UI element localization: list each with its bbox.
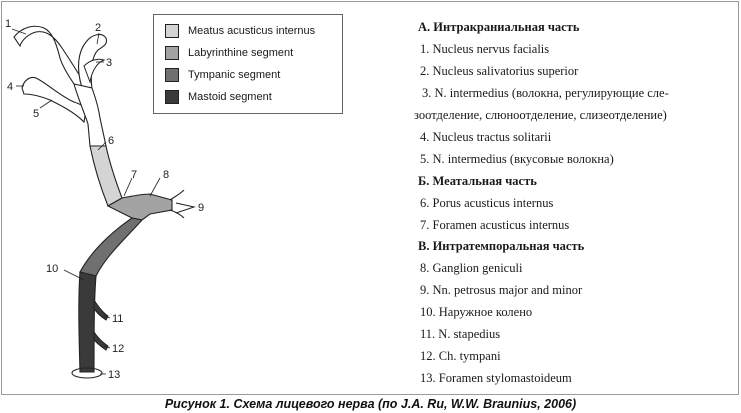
callout-4: 4 (7, 81, 14, 93)
legend-label: Meatus acusticus internus (188, 25, 316, 37)
callout-12: 12 (112, 343, 125, 355)
callout-2: 2 (95, 22, 102, 34)
list-item: 8. Ganglion geniculi (420, 261, 523, 275)
figure-caption: Рисунок 1. Схема лицевого нерва (по J.A. Ru, W.W. Braunius, 2006) (164, 397, 577, 411)
list-item: 2. Nucleus salivatorius superior (420, 64, 579, 78)
callout-3: 3 (106, 57, 113, 69)
section-title-intratemporal: В. Интратемпоральная часть (418, 239, 585, 253)
callout-9: 9 (198, 202, 205, 214)
root-branch-1 (14, 26, 88, 90)
legend-item-mastoid (165, 89, 272, 105)
label-9-bracket (176, 203, 194, 213)
legend-label: Labyrinthine segment (188, 47, 294, 59)
list-item: 3. N. intermedius (волокна, регулирующие сле- (422, 86, 669, 100)
leader-8 (150, 178, 160, 196)
list-item: 7. Foramen acusticus internus (420, 218, 570, 232)
list-item: 6. Porus acusticus internus (420, 196, 554, 210)
legend-item-labyrinthine (165, 45, 293, 61)
section-title-intracranial: А. Интракраниальная часть (418, 20, 580, 34)
legend (153, 14, 343, 114)
callout-1: 1 (5, 18, 12, 30)
callout-5: 5 (33, 108, 40, 120)
segment-mastoid (79, 272, 96, 372)
legend-item-meatus (165, 23, 315, 39)
list-item: 13. Foramen stylomastoideum (420, 371, 572, 385)
callout-11: 11 (112, 313, 124, 325)
section-title-meatal: Б. Меатальная часть (418, 174, 537, 188)
legend-swatch-meatus (165, 24, 179, 38)
leader-5 (40, 100, 52, 108)
list-item: 4. Nucleus tractus solitarii (420, 130, 552, 144)
legend-swatch-mastoid (165, 90, 179, 104)
callout-10: 10 (46, 263, 59, 275)
list-item: 1. Nucleus nervus facialis (420, 42, 550, 56)
branch-chorda-tympani (94, 332, 108, 350)
legend-swatch-tympanic (165, 68, 179, 82)
segment-tympanic (80, 218, 142, 276)
callout-8: 8 (163, 169, 170, 181)
list-item: 12. Ch. tympani (420, 349, 501, 363)
legend-label: Tympanic segment (188, 69, 281, 81)
list-item: 11. N. stapedius (420, 327, 501, 341)
legend-item-tympanic (165, 67, 280, 83)
segment-meatal (90, 146, 122, 206)
callout-6: 6 (108, 135, 115, 147)
list-item-continuation: зоотделение, слюноотделение, слизеотделение) (414, 108, 667, 122)
callout-7: 7 (131, 169, 138, 181)
callout-13: 13 (108, 369, 121, 381)
list-item: 5. N. intermedius (вкусовые волокна) (420, 152, 614, 166)
list-item: 10. Наружное колено (420, 305, 533, 319)
legend-label: Mastoid segment (188, 91, 272, 103)
legend-swatch-labyrinthine (165, 46, 179, 60)
petrosal-nerve-major (170, 190, 184, 200)
list-item: 9. Nn. petrosus major and minor (420, 283, 583, 297)
